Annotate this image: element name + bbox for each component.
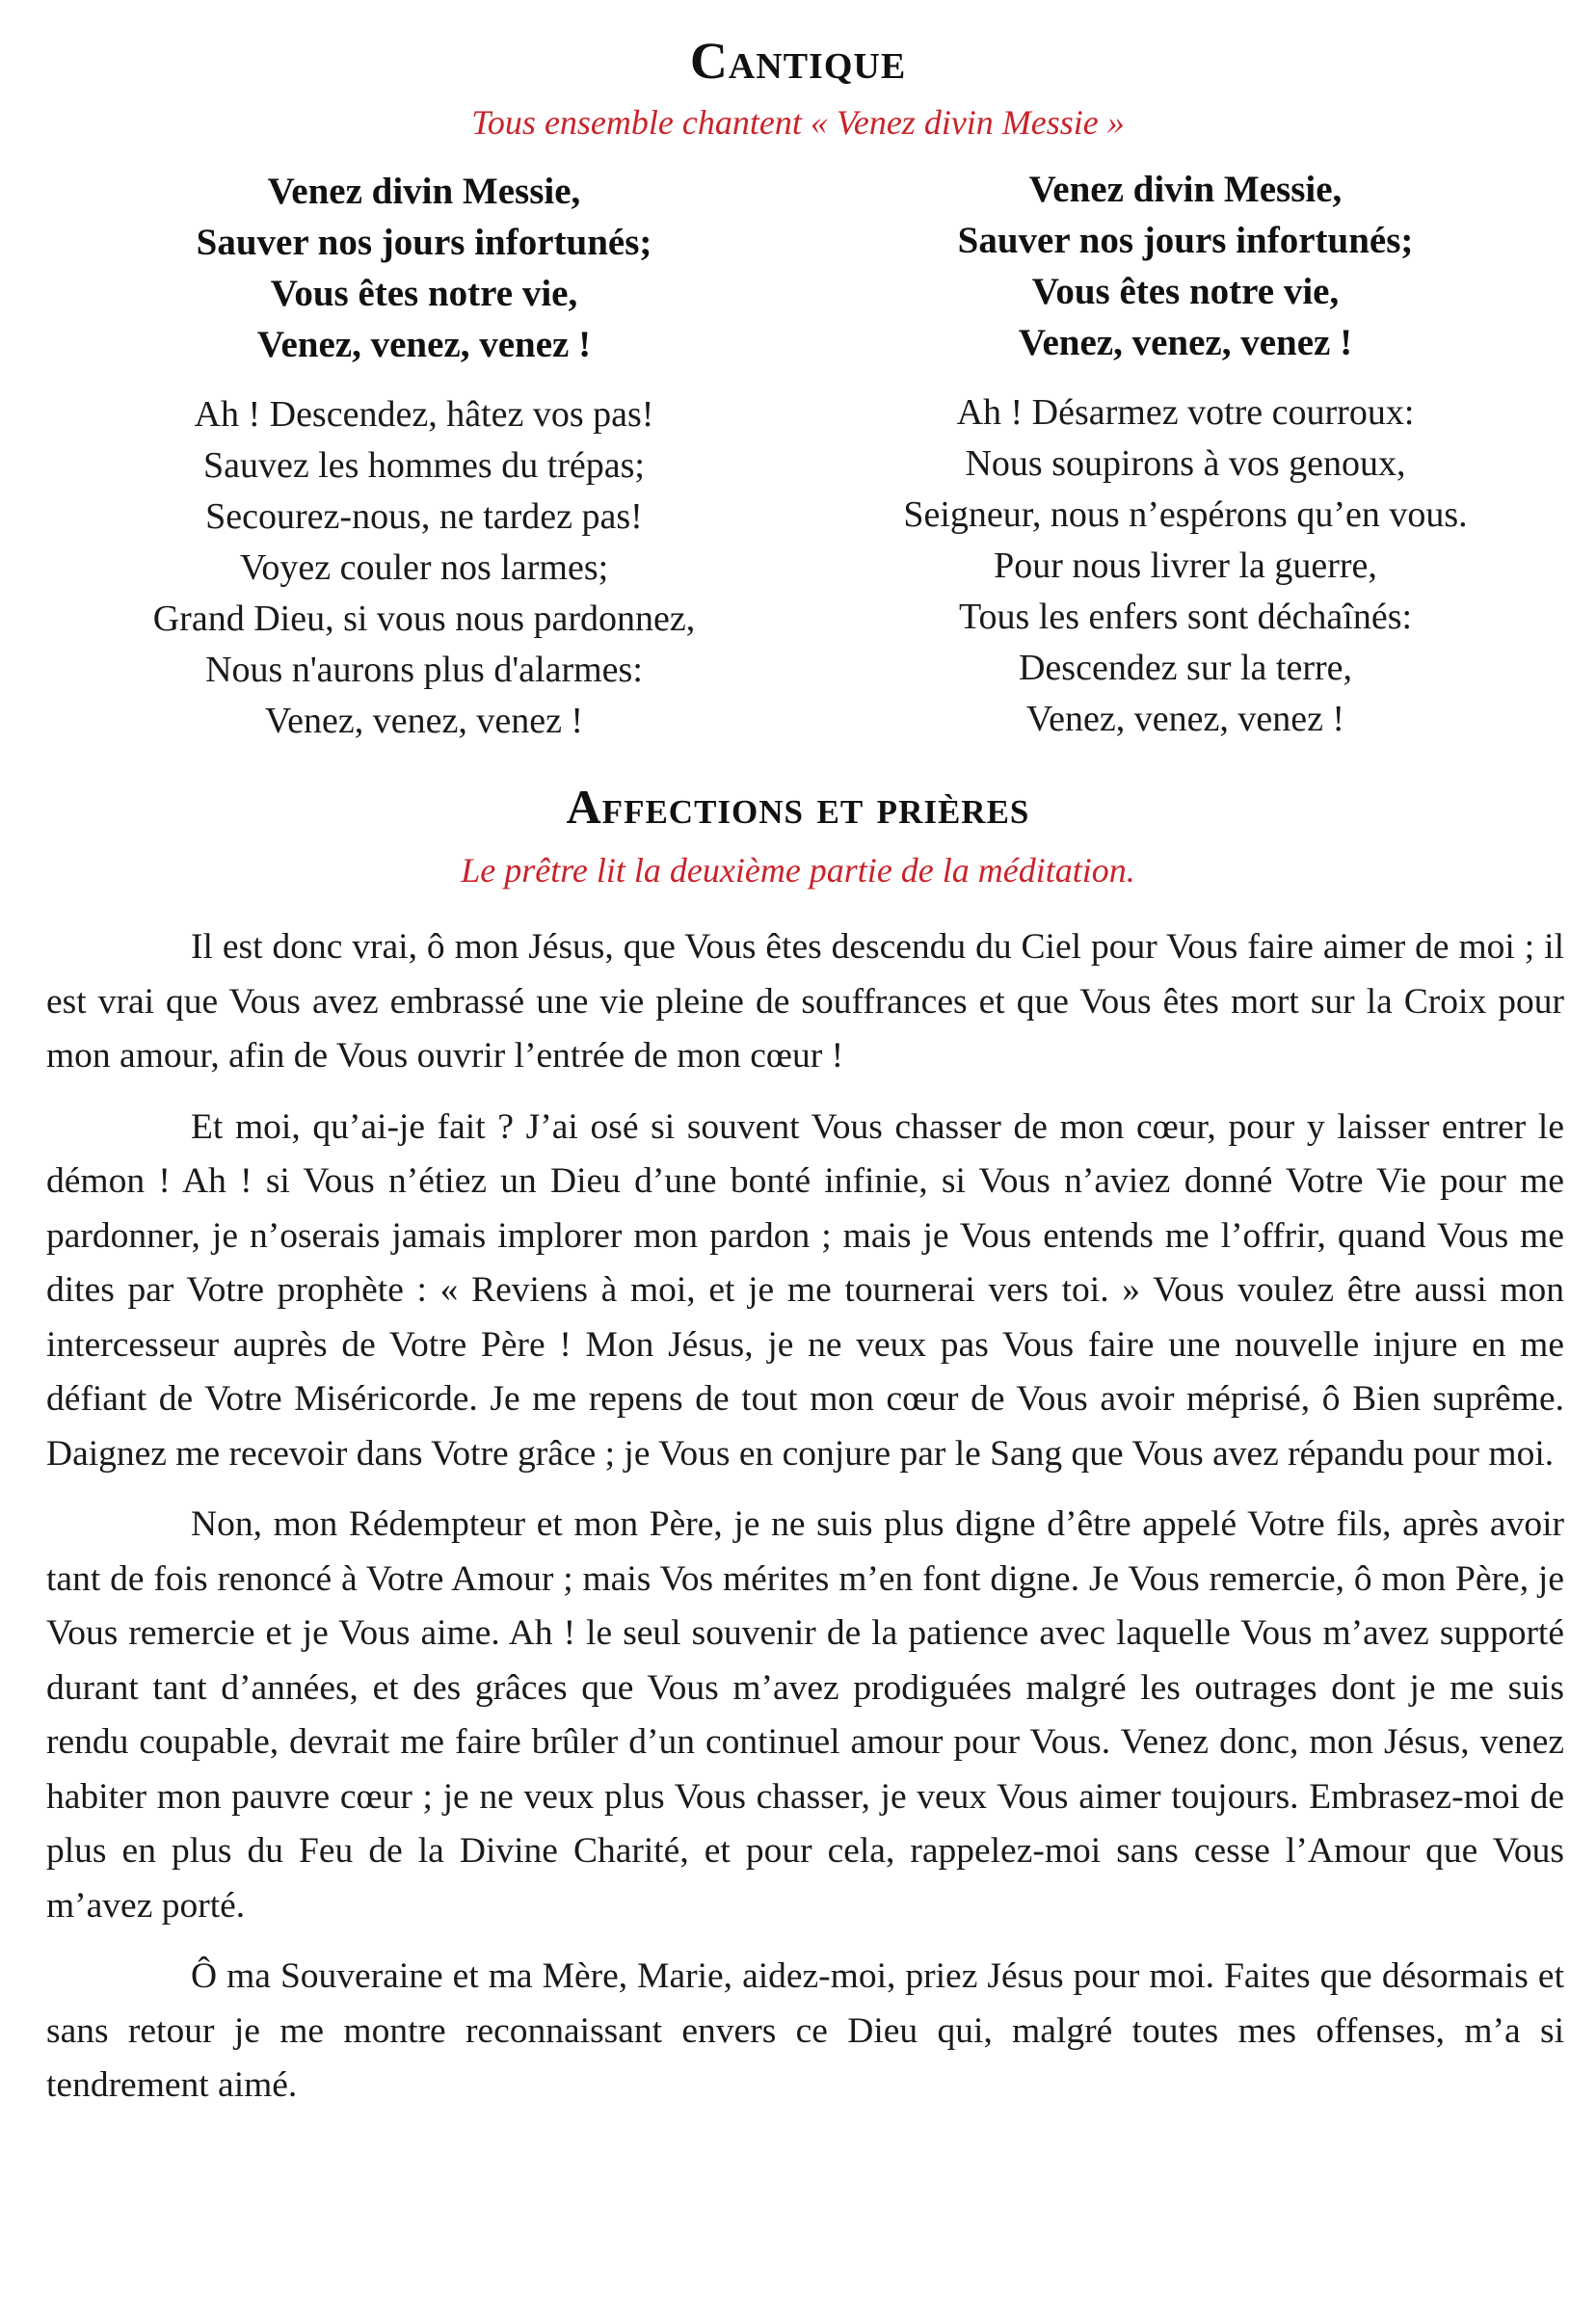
verse-line: Seigneur, nous n’espérons qu’en vous.	[903, 494, 1468, 535]
verse-line: Venez, venez, venez !	[264, 701, 584, 741]
cantique-rubric: Tous ensemble chantent « Venez divin Messie »	[471, 103, 1125, 142]
verse-line: Nous soupirons à vos genoux,	[965, 443, 1406, 484]
verse-right	[819, 387, 1552, 745]
prayer-paragraph: Non, mon Rédempteur et mon Père, je ne suis plus digne d’être appelé Votre fils, après avoir tant de fois renoncé à Votre Amour ; mais Vos mérites m’en font digne. Je Vous remercie, ô mon Père, je Vous remercie et je Vous aime. Ah ! le seul souvenir de la patience avec laquelle Vous m’avez supporté durant tant d’années, et des grâces que Vous m’avez prodiguées malgré les outrages dont je me suis rendu coupable, devrait me faire brûler d’un continuel amour pour Vous. Venez donc, mon Jésus, venez habiter mon pauvre cœur ; je ne veux plus Vous chasser, je veux Vous aimer toujours. Embrasez-moi de plus en plus du Feu de la Divine Charité, et pour cela, rappelez-moi sans cesse l’Amour que Vous m’avez porté.	[46, 1504, 1564, 1926]
verse-line: Nous n'aurons plus d'alarmes:	[205, 650, 643, 690]
refrain-line: Sauver nos jours infortunés;	[196, 222, 652, 263]
affections-title: Affections et prières	[566, 780, 1030, 834]
prayer-paragraph: Ô ma Souveraine et ma Mère, Marie, aidez-moi, priez Jésus pour moi. Faites que désormais et sans retour je me montre reconnaissant envers ce Dieu qui, malgré toutes mes offenses, m’a si tendrement aimé.	[46, 1956, 1564, 2105]
refrain-line: Venez, venez, venez !	[1018, 322, 1353, 363]
verse-line: Venez, venez, venez !	[1025, 699, 1345, 739]
cantique-title: Cantique	[689, 32, 907, 90]
verse-line: Secourez-nous, ne tardez pas!	[205, 496, 643, 537]
verse-line: Voyez couler nos larmes;	[239, 547, 609, 588]
verse-line: Grand Dieu, si vous nous pardonnez,	[152, 598, 696, 639]
prayer-paragraph: Et moi, qu’ai-je fait ? J’ai osé si souvent Vous chasser de mon cœur, pour y laisser entrer le démon ! Ah ! si Vous n’étiez un Dieu d’une bonté infinie, si Vous n’aviez donné Votre Vie pour me pardonner, je n’oserais jamais implorer mon pardon ; mais je Vous entends me l’offrir, quand Vous me dites par Votre prophète : « Reviens à moi, et je me tournerai vers toi. » Vous voulez être aussi mon intercesseur auprès de Votre Père ! Mon Jésus, je ne veux pas Vous faire une nouvelle injure en me défiant de Votre Miséricorde. Je me repens de tout mon cœur de Vous avoir méprisé, ô Bien suprême. Daignez me recevoir dans Votre grâce ; je Vous en conjure par le Sang que Vous avez répandu pour moi.	[46, 1106, 1564, 1474]
refrain-line: Venez, venez, venez !	[256, 324, 592, 365]
verse-line: Descendez sur la terre,	[1018, 648, 1353, 688]
verse-left	[58, 389, 790, 747]
verse-line: Tous les enfers sont déchaînés:	[958, 597, 1413, 637]
refrain-line: Vous êtes notre vie,	[270, 273, 578, 314]
hymn-column-left	[58, 166, 790, 747]
prayer-text	[46, 920, 1564, 2130]
verse-line: Pour nous livrer la guerre,	[994, 545, 1377, 586]
verse-line: Sauvez les hommes du trépas;	[202, 445, 645, 486]
verse-line: Ah ! Descendez, hâtez vos pas!	[194, 394, 654, 435]
refrain-right	[819, 164, 1552, 368]
prayer-paragraph: Il est donc vrai, ô mon Jésus, que Vous êtes descendu du Ciel pour Vous faire aimer de moi ; il est vrai que Vous avez embrassé une vie pleine de souffrances et que Vous êtes mort sur la Croix pour mon amour, afin de Vous ouvrir l’entrée de mon cœur !	[46, 927, 1564, 1076]
refrain-line: Venez divin Messie,	[1028, 169, 1343, 210]
refrain-line: Vous êtes notre vie,	[1031, 271, 1340, 312]
verse-line: Ah ! Désarmez votre courroux:	[956, 392, 1415, 433]
refrain-line: Sauver nos jours infortunés;	[957, 220, 1414, 261]
hymn-column-right	[819, 164, 1552, 745]
refrain-line: Venez divin Messie,	[267, 171, 581, 212]
affections-rubric: Le prêtre lit la deuxième partie de la méditation.	[461, 851, 1135, 890]
refrain-left	[58, 166, 790, 370]
